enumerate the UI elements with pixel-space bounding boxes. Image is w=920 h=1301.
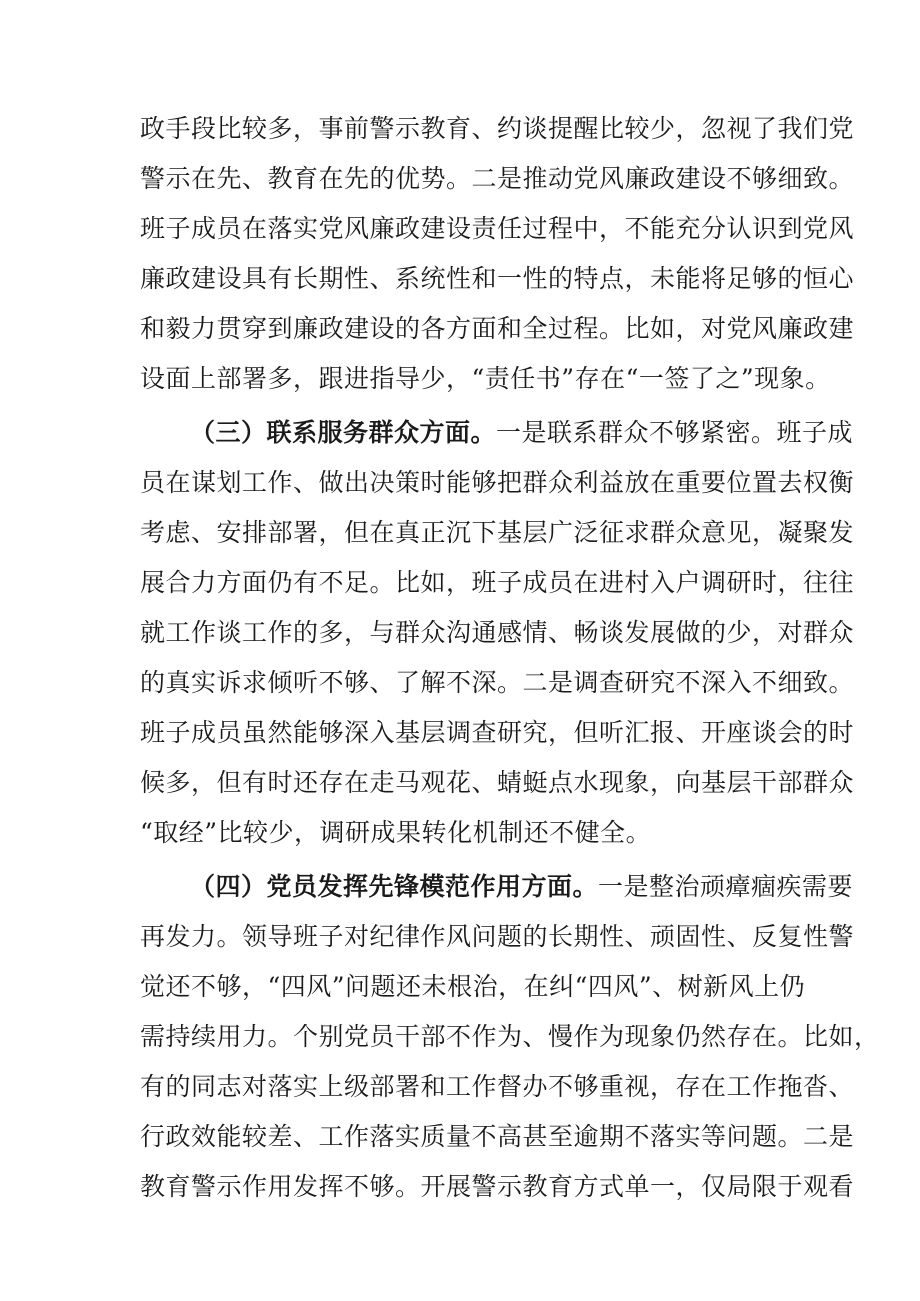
paragraph-line: 警示在先、教育在先的优势。二是推动党风廉政建设不够细致。 [140,164,855,193]
paragraph-line: “取经”比较少，调研成果转化机制还不健全。 [140,818,652,847]
paragraph-line: 廉政建设具有长期性、系统性和一性的特点，未能将足够的恒心 [140,264,855,293]
section-four-text: 一是整治顽瘴痼疾需要 [598,872,854,901]
paragraph-line: 的真实诉求倾听不够、了解不深。二是调查研究不深入不细致。 [140,668,855,697]
paragraph-line: 行政效能较差、工作落实质量不高甚至逾期不落实等问题。二是 [140,1122,855,1151]
paragraph-line: 班子成员虽然能够深入基层调查研究，但听汇报、开座谈会的时 [140,718,855,747]
section-four-heading: （四）党员发挥先锋模范作用方面。 [190,872,599,901]
paragraph-line: 班子成员在落实党风廉政建设责任过程中，不能充分认识到党风 [140,214,855,243]
paragraph-line: 需持续用力。个别党员干部不作为、慢作为现象仍然存在。比如， [140,1022,880,1051]
paragraph-line: 政手段比较多，事前警示教育、约谈提醒比较少，忽视了我们党 [140,114,855,143]
paragraph-line: 候多，但有时还存在走马观花、蜻蜓点水现象，向基层干部群众 [140,768,855,797]
paragraph-line: 设面上部署多，跟进指导少，“责任书”存在“一签了之”现象。 [140,364,831,393]
section-three-heading: （三）联系服务群众方面。 [190,418,497,447]
paragraph-line: 觉还不够，“四风”问题还未根治，在纠“四风”、树新风上仍 [140,972,806,1001]
paragraph-line: 和毅力贯穿到廉政建设的各方面和全过程。比如，对党风廉政建 [140,314,855,343]
paragraph-line: 就工作谈工作的多，与群众沟通感情、畅谈发展做的少，对群众 [140,618,855,647]
paragraph-line: 考虑、安排部署，但在真正沉下基层广泛征求群众意见，凝聚发 [140,518,855,547]
paragraph-line: 展合力方面仍有不足。比如，班子成员在进村入户调研时，往往 [140,568,855,597]
section-three-heading-line [190,411,854,455]
paragraph-line: 员在谋划工作、做出决策时能够把群众利益放在重要位置去权衡 [140,468,855,497]
paragraph-line: 教育警示作用发挥不够。开展警示教育方式单一，仅局限于观看 [140,1172,855,1201]
section-four-heading-line [190,865,854,909]
paragraph-line: 再发力。领导班子对纪律作风问题的长期性、顽固性、反复性警 [140,922,855,951]
paragraph-line: 有的同志对落实上级部署和工作督办不够重视，存在工作拖沓、 [140,1072,855,1101]
section-three-text: 一是联系群众不够紧密。班子成 [496,418,854,447]
